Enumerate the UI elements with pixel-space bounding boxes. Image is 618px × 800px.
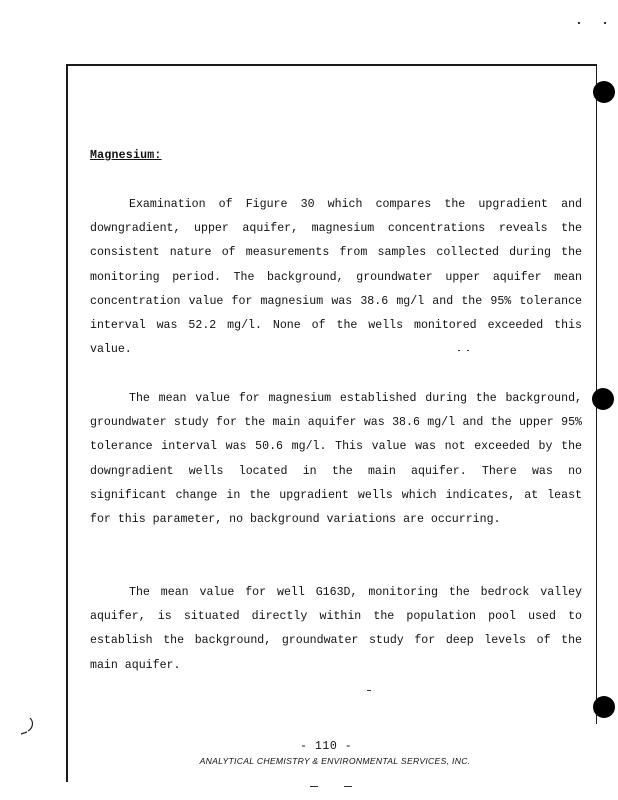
paragraph-1: Examination of Figure 30 which compares the upgradient and downgradient, upper aquifer, magnesium concentrations reveals the consistent nature of measurements from samples collected during the monitoring period. The background, groundwater upper aquifer mean concentration value for magnesium was 38.6 mg/l and the 95% tolerance interval was 52.2 mg/l. None of the wells monitored exceeded this value.: [90, 198, 582, 357]
scan-speck: [310, 786, 318, 787]
section-heading: Magnesium:: [90, 149, 162, 162]
pen-mark-icon: [18, 716, 42, 738]
scan-speck: [344, 786, 352, 787]
binder-hole-bottom: [593, 696, 615, 718]
scan-speck: [367, 690, 371, 691]
scan-speck: [604, 22, 606, 24]
binder-hole-middle: [592, 388, 614, 410]
scan-speck: [578, 22, 580, 24]
paragraph-2: The mean value for magnesium established during the background, groundwater study for the main aquifer was 38.6 mg/l and the upper 95% tolerance interval was 50.6 mg/l. This value was not exceeded by the downgradient wells located in the main aquifer. There was no significant change in the upgradient wells which indicates, at least for this parameter, no background variations are occurring.: [90, 392, 582, 527]
page-number: - 110 -: [300, 740, 353, 753]
footer-company-name: ANALYTICAL CHEMISTRY & ENVIRONMENTAL SERVICES, INC.: [199, 756, 471, 766]
paragraph-3: The mean value for well G163D, monitoring the bedrock valley aquifer, is situated directly within the population pool used to establish the background, groundwater study for deep levels of the main aquifer.: [90, 586, 582, 672]
binder-hole-top: [593, 81, 615, 103]
